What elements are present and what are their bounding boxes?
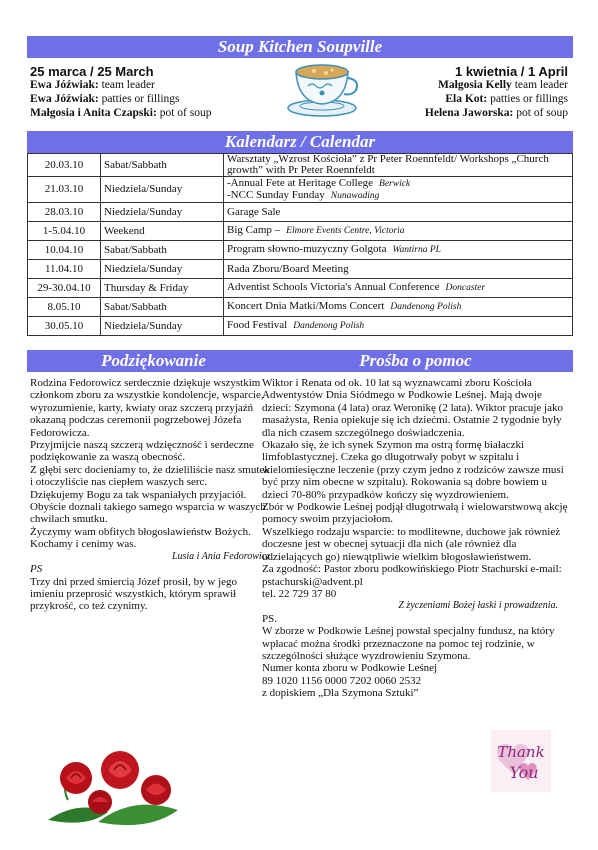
calendar-title: Kalendarz / Calendar bbox=[27, 131, 573, 153]
transfer-note: z dopiskiem „Dla Szymona Sztuki” bbox=[262, 687, 419, 700]
left-roster-line: Ewa Jóźwiak: patties or fillings bbox=[30, 93, 180, 105]
table-row: 20.03.10 Sabat/Sabbath Warsztaty „Wzrost Kościoła” z Pr Peter Roennfeldt/ Workshops „Church growth” with Pr Peter Roennfeldt bbox=[28, 154, 573, 177]
calendar-table bbox=[27, 153, 573, 336]
thanks-ps-text: Trzy dni przed śmiercią Józef prosił, by w jego imieniu przeprosić wszystkich, którym sprawił przykrość, co też czynimy. bbox=[30, 575, 238, 613]
thanks-ps-label: PS bbox=[30, 563, 43, 576]
right-roster-line: Helena Jaworska: pot of soup bbox=[424, 107, 568, 119]
soup-kitchen-title: Soup Kitchen Soupville bbox=[27, 36, 573, 58]
svg-text:Thank: Thank bbox=[497, 743, 545, 761]
table-row: 8.05.10 Sabat/Sabbath Koncert Dnia Matki/Moms Concert Dandenong Polish bbox=[28, 298, 573, 317]
table-row: 10.04.10 Sabat/Sabbath Program słowno-muzyczny Golgota Wantirna PL bbox=[28, 241, 573, 260]
help-ps-text: W zborze w Podkowie Leśnej powstał specjalny fundusz, na który wpłacać można środki przeznaczone na pomoc tej rodzinie, w szczególności służące wyzdrowieniu Szymona. bbox=[262, 625, 555, 662]
help-column bbox=[262, 377, 572, 700]
left-roster-line: Ewa Jóźwiak: team leader bbox=[30, 79, 155, 91]
table-row: 30.05.10 Niedziela/Sunday Food Festival Dandenong Polish bbox=[28, 317, 573, 336]
thanks-paragraph: Życzymy wam obfitych błogosławieństw Bożych. bbox=[30, 525, 251, 538]
help-paragraph: tel. 22 729 37 80 bbox=[262, 587, 337, 600]
table-row: 11.04.10 Niedziela/Sunday Rada Zboru/Board Meeting bbox=[28, 260, 573, 279]
roses-image bbox=[38, 740, 188, 835]
right-roster-line: Ela Kot: patties or fillings bbox=[445, 93, 568, 105]
table-row: 28.03.10 Niedziela/Sunday Garage Sale bbox=[28, 203, 573, 222]
thanks-paragraph: Z głębi serc docieniamy to, że dzieliliście nasz smutek i otoczyliście nas ciepłem waszych serc. bbox=[30, 463, 270, 489]
teacup-icon bbox=[286, 58, 362, 118]
help-title: Prośba o pomoc bbox=[258, 350, 573, 372]
help-paragraph: Wszelkiego rodzaju wsparcie: to modlitewne, duchowe jak również doczesne jest w obecnej sytuacji dla nich (ale również dla udzielających go) niewątpliwie wielkim błogosławieństwem. bbox=[262, 525, 561, 563]
help-paragraph: Wiktor i Renata od ok. 10 lat są wyznawcami zboru Kościoła Adwentystów Dnia Siódmego w Podkowie Leśnej. Mają dwoje dzieci: Szymona (4 lata) oraz Weronikę (2 lata). Wiktor pracuje jako masażysta, Renia opiekuje się ich dziećmi. Ostatnie 2 tygodnie były dla nich czasem szczególnego doświadczenia. bbox=[262, 377, 563, 439]
table-row: 21.03.10 Niedziela/Sunday -Annual Fete at Heritage College Berwick -NCC Sunday Funday Nunawading bbox=[28, 177, 573, 203]
thanks-paragraph: Rodzina Fedorowicz serdecznie dziękuje wszystkim członkom zboru za wszystkie kondolencje, wsparcie, wyrozumienie, karty, kwiaty oraz szczerą przyjaźń okazaną podczas ceremonii pogrzebowej Józefa Fedorowicza. bbox=[30, 377, 264, 439]
thanks-paragraph: Kochamy i cenimy was. bbox=[30, 538, 137, 551]
account-number: 89 1020 1156 0000 7202 0060 2532 bbox=[262, 674, 422, 687]
thanks-paragraph: Przyjmijcie naszą szczerą wdzięczność i serdeczne podziękowanie za waszą obecność. bbox=[30, 439, 254, 464]
table-row: 1-5.04.10 Weekend Big Camp – Elmore Events Centre, Victoria bbox=[28, 222, 573, 241]
left-roster-line: Małgosia i Anita Czapski: pot of soup bbox=[30, 107, 212, 119]
left-date: 25 marca / 25 March bbox=[30, 64, 154, 79]
help-ps-label: PS. bbox=[262, 612, 277, 625]
thanks-column bbox=[30, 377, 270, 613]
account-label: Numer konta zboru w Podkowie Leśnej bbox=[262, 662, 438, 675]
right-date: 1 kwietnia / 1 April bbox=[455, 64, 568, 79]
svg-text:You: You bbox=[509, 763, 539, 782]
help-paragraph: Okazało się, że ich synek Szymon ma ostrą formę białaczki limfoblastycznej. Czeka go długotrwały pobyt w szpitalu i wielomiesięczne leczenie (przy czym jedno z rodziców zawsze musi być przy nim obecne w szpitalu). Rokowania są dobre bowiem u dzieci 70-80% przypadków kończy się wyzdrowieniem. bbox=[262, 439, 564, 501]
thanks-paragraph: Obyście doznali takiego samego wsparcia w waszych chwilach smutku. bbox=[30, 501, 266, 526]
thanks-paragraph: Dziękujemy Bogu za tak wspaniałych przyjaciół. bbox=[30, 488, 247, 501]
thanks-signature: Lusia i Ania Fedorowicz bbox=[171, 550, 270, 562]
help-paragraph: Zbór w Podkowie Leśnej podjął długotrwałą i wielowarstwową akcję pomocy swoim przyjaciołom. bbox=[262, 501, 568, 526]
help-paragraph: Za zgodność: Pastor zboru podkowińskiego Piotr Stachurski e-mail: pstachurski@advent.pl bbox=[262, 563, 562, 588]
right-roster-line: Małgosia Kelly team leader bbox=[438, 79, 568, 91]
thank-you-image bbox=[491, 730, 551, 792]
help-signature: Z życzeniami Bożej łaski i prowadzenia. bbox=[398, 600, 558, 612]
thanks-title: Podziękowanie bbox=[27, 350, 280, 372]
table-row: 29-30.04.10 Thursday & Friday Adventist Schools Victoria's Annual Conference Doncaster bbox=[28, 279, 573, 298]
